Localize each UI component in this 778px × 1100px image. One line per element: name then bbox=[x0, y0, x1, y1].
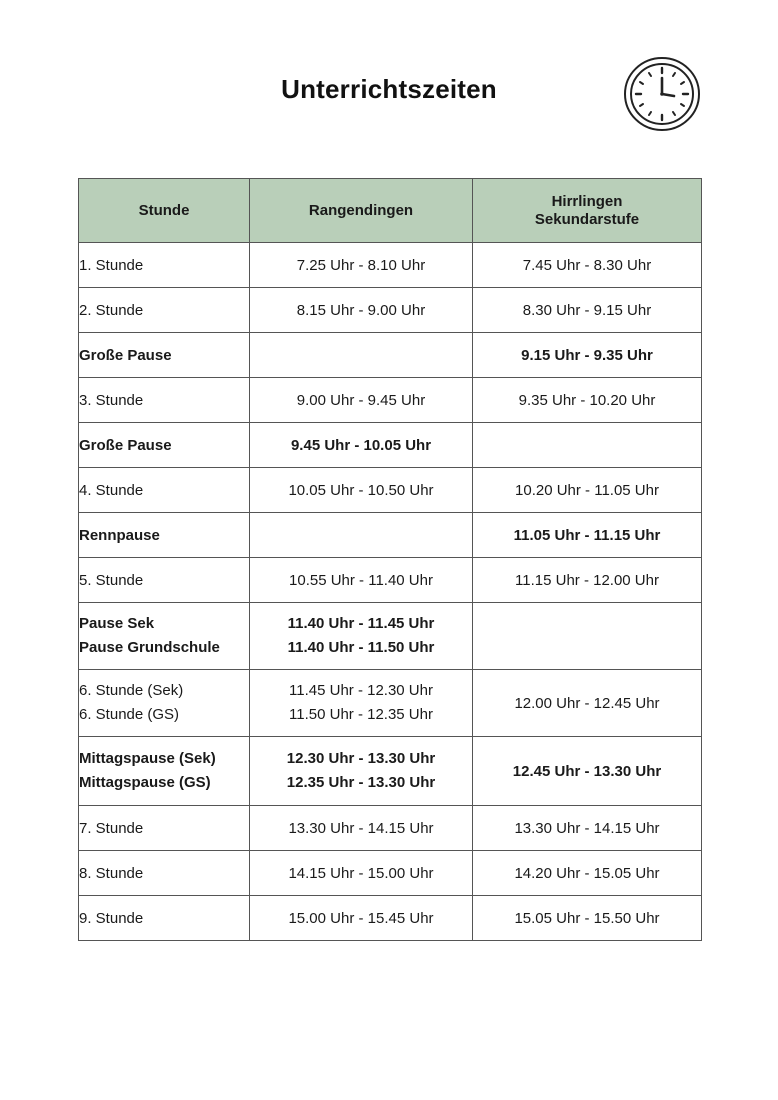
table-row bbox=[79, 806, 702, 851]
hirrlingen-time: 8.30 Uhr - 9.15 Uhr bbox=[473, 288, 702, 333]
rangendingen-time-line1: 11.40 Uhr - 11.45 Uhr bbox=[287, 615, 435, 632]
rangendingen-time bbox=[250, 670, 473, 737]
row-label: 2. Stunde bbox=[79, 288, 250, 333]
rangendingen-time: 7.25 Uhr - 8.10 Uhr bbox=[250, 243, 473, 288]
row-label-line2: Mittagspause (GS) bbox=[79, 774, 211, 791]
rangendingen-time-line2: 11.40 Uhr - 11.50 Uhr bbox=[287, 639, 435, 656]
row-label: 5. Stunde bbox=[79, 558, 250, 603]
hirrlingen-time: 9.15 Uhr - 9.35 Uhr bbox=[473, 333, 702, 378]
hirrlingen-time: 13.30 Uhr - 14.15 Uhr bbox=[473, 806, 702, 851]
rangendingen-time: 10.05 Uhr - 10.50 Uhr bbox=[250, 468, 473, 513]
rangendingen-time-line1: 11.45 Uhr - 12.30 Uhr bbox=[289, 682, 433, 699]
rangendingen-time bbox=[250, 737, 473, 806]
row-label: 4. Stunde bbox=[79, 468, 250, 513]
rangendingen-time: 10.55 Uhr - 11.40 Uhr bbox=[250, 558, 473, 603]
header-hirrlingen-line2: Sekundarstufe bbox=[534, 210, 640, 228]
header-rangendingen: Rangendingen bbox=[250, 179, 473, 243]
hirrlingen-time bbox=[473, 603, 702, 670]
row-label-line1: Pause Sek bbox=[79, 615, 155, 632]
row-label: 7. Stunde bbox=[79, 806, 250, 851]
row-label-line1: Mittagspause (Sek) bbox=[79, 750, 216, 767]
table-row bbox=[79, 333, 702, 378]
table-row bbox=[79, 851, 702, 896]
hirrlingen-time: 7.45 Uhr - 8.30 Uhr bbox=[473, 243, 702, 288]
table-row bbox=[79, 243, 702, 288]
table-row bbox=[79, 423, 702, 468]
clock-icon bbox=[622, 55, 702, 133]
hirrlingen-time: 11.15 Uhr - 12.00 Uhr bbox=[473, 558, 702, 603]
hirrlingen-time bbox=[473, 423, 702, 468]
row-label: 1. Stunde bbox=[79, 243, 250, 288]
table-row bbox=[79, 288, 702, 333]
row-label-line2: Pause Grundschule bbox=[79, 639, 220, 656]
rangendingen-time: 9.00 Uhr - 9.45 Uhr bbox=[250, 378, 473, 423]
rangendingen-time: 8.15 Uhr - 9.00 Uhr bbox=[250, 288, 473, 333]
hirrlingen-time: 11.05 Uhr - 11.15 Uhr bbox=[473, 513, 702, 558]
hirrlingen-time: 12.45 Uhr - 13.30 Uhr bbox=[473, 737, 702, 806]
table-row bbox=[79, 737, 702, 806]
row-label: 3. Stunde bbox=[79, 378, 250, 423]
table-row bbox=[79, 558, 702, 603]
table-row bbox=[79, 468, 702, 513]
hirrlingen-time: 15.05 Uhr - 15.50 Uhr bbox=[473, 896, 702, 941]
table-header-row bbox=[79, 179, 702, 243]
hirrlingen-time: 10.20 Uhr - 11.05 Uhr bbox=[473, 468, 702, 513]
header-stunde: Stunde bbox=[79, 179, 250, 243]
row-label bbox=[79, 670, 250, 737]
rangendingen-time bbox=[250, 603, 473, 670]
page-title: Unterrichtszeiten bbox=[281, 74, 497, 104]
rangendingen-time: 14.15 Uhr - 15.00 Uhr bbox=[250, 851, 473, 896]
row-label bbox=[79, 737, 250, 806]
rangendingen-time: 15.00 Uhr - 15.45 Uhr bbox=[250, 896, 473, 941]
row-label-line2: 6. Stunde (GS) bbox=[79, 706, 180, 723]
table-row bbox=[79, 378, 702, 423]
hirrlingen-time: 9.35 Uhr - 10.20 Uhr bbox=[473, 378, 702, 423]
table-row bbox=[79, 670, 702, 737]
hirrlingen-time: 12.00 Uhr - 12.45 Uhr bbox=[473, 670, 702, 737]
header-hirrlingen-line1: Hirrlingen bbox=[551, 192, 623, 210]
table-row bbox=[79, 513, 702, 558]
table-row bbox=[79, 896, 702, 941]
row-label: 9. Stunde bbox=[79, 896, 250, 941]
row-label bbox=[79, 603, 250, 670]
rangendingen-time: 13.30 Uhr - 14.15 Uhr bbox=[250, 806, 473, 851]
row-label-line1: 6. Stunde (Sek) bbox=[79, 682, 184, 699]
row-label: Große Pause bbox=[79, 333, 250, 378]
row-label: Große Pause bbox=[79, 423, 250, 468]
row-label: Rennpause bbox=[79, 513, 250, 558]
rangendingen-time bbox=[250, 333, 473, 378]
rangendingen-time-line2: 12.35 Uhr - 13.30 Uhr bbox=[286, 774, 436, 791]
table-row bbox=[79, 603, 702, 670]
rangendingen-time-line1: 12.30 Uhr - 13.30 Uhr bbox=[286, 750, 436, 767]
schedule-table bbox=[78, 178, 702, 941]
hirrlingen-time: 14.20 Uhr - 15.05 Uhr bbox=[473, 851, 702, 896]
rangendingen-time-line2: 11.50 Uhr - 12.35 Uhr bbox=[289, 706, 433, 723]
row-label: 8. Stunde bbox=[79, 851, 250, 896]
rangendingen-time: 9.45 Uhr - 10.05 Uhr bbox=[250, 423, 473, 468]
header-hirrlingen bbox=[473, 179, 702, 243]
rangendingen-time bbox=[250, 513, 473, 558]
